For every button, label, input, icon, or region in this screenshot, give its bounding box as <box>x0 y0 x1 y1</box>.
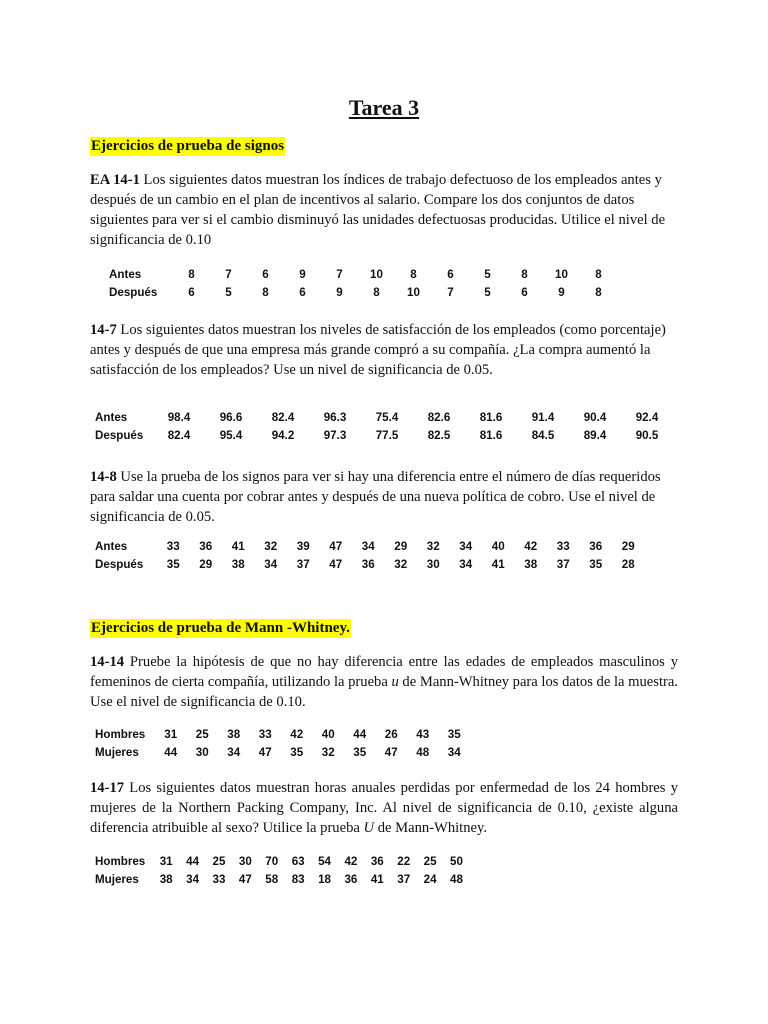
table-cell: 39 <box>296 539 310 553</box>
table-cell: 44 <box>186 854 200 868</box>
table-cell: 28 <box>621 557 635 571</box>
table-cell: 44 <box>164 745 178 759</box>
table-cell: 54 <box>318 854 331 868</box>
table-cell: 96.6 <box>219 410 243 424</box>
table-cell: 18 <box>318 872 331 886</box>
problem-id: 14-14 <box>90 654 125 670</box>
table-row-antes <box>109 265 617 283</box>
table-cell: 10 <box>407 285 420 299</box>
problem-text: Los siguientes datos muestran los niveles de satisfacción de los empleados (como porcentaje) antes y después de que una empresa más grande compró a su compañía. ¿La compra aumentó la satisfacción de los empleados? Use un nivel de significancia de 0.05. <box>90 322 666 378</box>
table-cell: 90.5 <box>635 428 659 442</box>
table-cell: 33 <box>258 727 272 741</box>
table-cell: 42 <box>524 539 538 553</box>
section-heading-signs: Ejercicios de prueba de signos <box>91 138 285 154</box>
table-cell: 25 <box>195 727 209 741</box>
table-cell: 40 <box>491 539 505 553</box>
problem-14-7 <box>90 320 678 380</box>
statistic-symbol: U <box>363 820 375 836</box>
problem-14-17 <box>90 778 678 838</box>
table-cell: 41 <box>491 557 505 571</box>
table-cell: 10 <box>370 267 383 281</box>
table-cell: 31 <box>159 854 173 868</box>
table-cell: 58 <box>265 872 279 886</box>
table-cell: 48 <box>416 745 430 759</box>
table-cell: 9 <box>558 285 565 299</box>
data-table-14-17 <box>95 852 470 888</box>
page-title: Tarea 3 <box>348 95 420 120</box>
table-cell: 50 <box>450 854 463 868</box>
problem-id: EA 14-1 <box>90 172 140 188</box>
table-cell: 30 <box>426 557 440 571</box>
table-cell: 37 <box>296 557 310 571</box>
problem-id: 14-7 <box>90 322 117 338</box>
table-row-despues <box>95 426 673 444</box>
row-label: Hombres <box>95 727 146 741</box>
table-cell: 35 <box>589 557 603 571</box>
table-row-hombres <box>95 852 470 870</box>
row-label: Mujeres <box>95 872 139 886</box>
row-label: Antes <box>95 539 128 553</box>
table-cell: 30 <box>238 854 252 868</box>
table-row-hombres <box>95 725 470 743</box>
table-cell: 8 <box>373 285 380 299</box>
table-cell: 82.4 <box>271 410 295 424</box>
table-row-antes <box>95 537 645 555</box>
table-cell: 32 <box>426 539 440 553</box>
row-label: Antes <box>109 267 142 281</box>
table-cell: 7 <box>447 285 454 299</box>
table-cell: 6 <box>299 285 306 299</box>
data-table-ea14-1 <box>109 265 617 301</box>
table-cell: 6 <box>447 267 454 281</box>
table-cell: 29 <box>199 557 213 571</box>
data-table-14-14 <box>95 725 470 761</box>
table-cell: 35 <box>447 727 461 741</box>
problem-14-14 <box>90 652 678 712</box>
table-cell: 30 <box>195 745 209 759</box>
data-table-14-8 <box>95 537 645 573</box>
statistic-symbol: u <box>391 674 399 690</box>
table-cell: 29 <box>394 539 408 553</box>
table-cell: 35 <box>290 745 304 759</box>
table-cell: 33 <box>166 539 180 553</box>
table-cell: 36 <box>199 539 213 553</box>
table-cell: 8 <box>595 267 602 281</box>
problem-text-cont: de Mann-Whitney para los datos de la muestra. Use el nivel de significancia de 0.10. <box>90 674 679 710</box>
table-cell: 36 <box>589 539 603 553</box>
table-cell: 35 <box>166 557 180 571</box>
table-cell: 41 <box>370 872 384 886</box>
table-cell: 81.6 <box>479 428 503 442</box>
table-cell: 38 <box>524 557 538 571</box>
table-cell: 32 <box>321 745 335 759</box>
problem-text: Los siguientes datos muestran horas anuales perdidas por enfermedad de los 24 hombres y mujeres de la Northern Packing Company, Inc. Al nivel de significancia de 0.10, ¿existe alguna diferencia atribuible al sexo? Utilice la prueba <box>90 780 678 836</box>
table-cell: 91.4 <box>531 410 555 424</box>
table-cell: 8 <box>262 285 269 299</box>
table-cell: 63 <box>291 854 305 868</box>
table-cell: 43 <box>416 727 430 741</box>
table-cell: 92.4 <box>635 410 659 424</box>
table-cell: 47 <box>329 557 343 571</box>
table-cell: 34 <box>227 745 241 759</box>
table-cell: 42 <box>344 854 358 868</box>
problem-text: Use la prueba de los signos para ver si hay una diferencia entre el número de días requeridos para saldar una cuenta por cobrar antes y después de una nueva política de cobro. Use el nivel de significancia de 0.05. <box>90 469 661 525</box>
table-cell: 8 <box>521 267 528 281</box>
problem-id: 14-17 <box>90 780 125 796</box>
table-cell: 33 <box>556 539 570 553</box>
table-cell: 97.3 <box>323 428 347 442</box>
table-cell: 95.4 <box>219 428 243 442</box>
table-cell: 33 <box>212 872 226 886</box>
table-cell: 24 <box>423 872 437 886</box>
table-row-mujeres <box>95 743 470 761</box>
table-cell: 90.4 <box>583 410 607 424</box>
table-cell: 6 <box>521 285 528 299</box>
row-label: Mujeres <box>95 745 139 759</box>
problem-text: Pruebe la hipótesis de que no hay diferencia entre las edades de empleados masculinos y femeninos de cierta compañía, utilizando la prueba <box>90 654 678 690</box>
problem-ea14-1 <box>90 170 678 250</box>
table-cell: 35 <box>353 745 367 759</box>
table-cell: 48 <box>450 872 463 886</box>
table-cell: 5 <box>484 285 491 299</box>
data-table-14-7 <box>95 408 673 444</box>
table-cell: 8 <box>410 267 417 281</box>
table-cell: 47 <box>384 745 398 759</box>
table-cell: 82.4 <box>167 428 191 442</box>
table-cell: 37 <box>556 557 570 571</box>
table-cell: 32 <box>394 557 408 571</box>
table-cell: 70 <box>265 854 279 868</box>
table-cell: 6 <box>188 285 195 299</box>
table-cell: 96.3 <box>323 410 347 424</box>
table-row-mujeres <box>95 870 470 888</box>
table-cell: 9 <box>299 267 306 281</box>
table-cell: 42 <box>290 727 304 741</box>
table-cell: 22 <box>397 854 411 868</box>
table-cell: 29 <box>621 539 635 553</box>
table-cell: 34 <box>459 539 473 553</box>
problem-text-cont: de Mann-Whitney. <box>374 820 487 836</box>
table-cell: 34 <box>361 539 375 553</box>
table-cell: 83 <box>291 872 305 886</box>
table-cell: 34 <box>459 557 473 571</box>
table-cell: 5 <box>484 267 491 281</box>
problem-14-8 <box>90 467 678 527</box>
table-cell: 25 <box>423 854 437 868</box>
table-cell: 38 <box>227 727 241 741</box>
table-cell: 38 <box>159 872 173 886</box>
row-label: Después <box>95 428 144 442</box>
table-cell: 82.6 <box>427 410 451 424</box>
table-cell: 31 <box>164 727 178 741</box>
table-cell: 34 <box>447 745 461 759</box>
table-row-antes <box>95 408 673 426</box>
problem-text: Los siguientes datos muestran los índices de trabajo defectuoso de los empleados antes y después de un cambio en el plan de incentivos al salario. Compare los dos conjuntos de datos siguientes para ver si el cambio disminuyó las unidades defectuosas producidas. Utilice el nivel de significancia de 0.10 <box>90 172 666 248</box>
row-label: Después <box>95 557 144 571</box>
table-cell: 5 <box>225 285 232 299</box>
table-cell: 89.4 <box>583 428 607 442</box>
table-cell: 98.4 <box>167 410 191 424</box>
table-cell: 36 <box>370 854 384 868</box>
table-cell: 40 <box>321 727 335 741</box>
row-label: Después <box>109 285 158 299</box>
table-cell: 77.5 <box>375 428 399 442</box>
table-cell: 47 <box>329 539 343 553</box>
table-cell: 44 <box>353 727 367 741</box>
table-cell: 47 <box>258 745 272 759</box>
table-cell: 84.5 <box>531 428 555 442</box>
table-row-despues <box>109 283 617 301</box>
table-cell: 82.5 <box>427 428 451 442</box>
table-cell: 37 <box>397 872 411 886</box>
table-cell: 94.2 <box>271 428 295 442</box>
table-cell: 36 <box>361 557 375 571</box>
table-cell: 38 <box>231 557 245 571</box>
table-cell: 47 <box>238 872 252 886</box>
problem-id: 14-8 <box>90 469 117 485</box>
table-cell: 34 <box>264 557 278 571</box>
table-cell: 6 <box>262 267 269 281</box>
table-cell: 7 <box>225 267 232 281</box>
table-cell: 25 <box>212 854 226 868</box>
table-cell: 32 <box>264 539 278 553</box>
table-cell: 41 <box>231 539 245 553</box>
table-cell: 8 <box>595 285 602 299</box>
section-heading-mann-whitney: Ejercicios de prueba de Mann -Whitney. <box>91 620 350 636</box>
row-label: Hombres <box>95 854 146 868</box>
table-cell: 9 <box>336 285 343 299</box>
table-cell: 81.6 <box>479 410 503 424</box>
table-cell: 8 <box>188 267 195 281</box>
table-cell: 10 <box>555 267 568 281</box>
table-cell: 34 <box>186 872 200 886</box>
table-cell: 75.4 <box>375 410 399 424</box>
table-cell: 36 <box>344 872 358 886</box>
table-cell: 26 <box>384 727 398 741</box>
row-label: Antes <box>95 410 128 424</box>
table-cell: 7 <box>336 267 343 281</box>
table-row-despues <box>95 555 645 573</box>
